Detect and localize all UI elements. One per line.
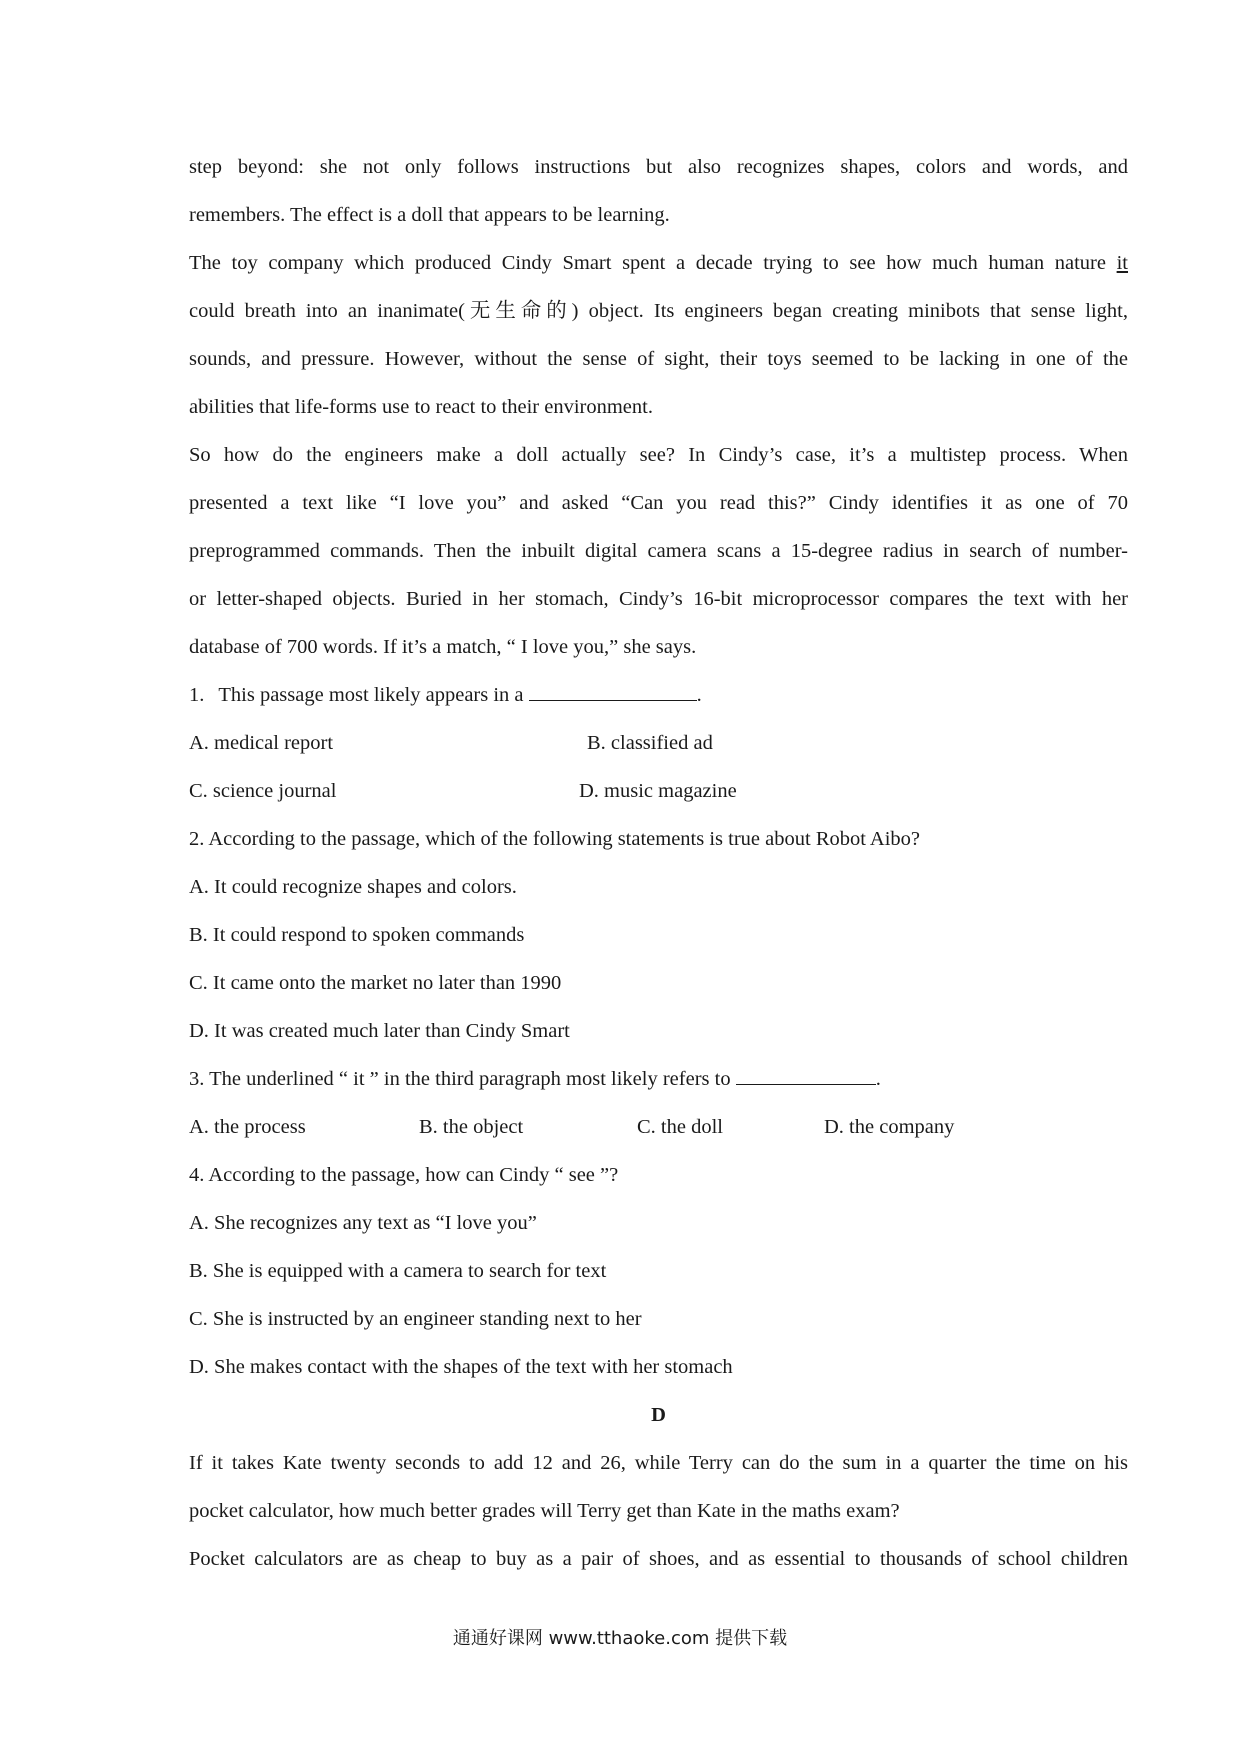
option-a: A. She recognizes any text as “I love you” (189, 1212, 537, 1234)
answer-blank (529, 680, 697, 701)
paragraph-line: could breath into an inanimate(无生命的) object. Its engineers began creating minibots that sense light, (189, 300, 1128, 322)
question-3-options-row (189, 1112, 1128, 1142)
paragraph-line (189, 248, 1128, 278)
question-text: 3. The underlined “ it ” in the third paragraph most likely refers to (189, 1068, 731, 1090)
underlined-word: it (1116, 252, 1129, 274)
option-c: C. She is instructed by an engineer standing next to her (189, 1308, 642, 1330)
question-number: 1. (189, 684, 205, 706)
paragraph-line: So how do the engineers make a doll actually see? In Cindy’s case, it’s a multistep process. When (189, 444, 1128, 466)
paragraph-line: abilities that life-forms use to react to their environment. (189, 396, 653, 418)
paragraph-line: remembers. The effect is a doll that appears to be learning. (189, 204, 670, 226)
question-end: . (875, 1068, 881, 1090)
option-b: B. classified ad (587, 732, 713, 754)
question-1-options-row-1 (189, 728, 1128, 758)
section-heading: D (651, 1404, 666, 1426)
option-a: A. the process (189, 1116, 306, 1138)
option-d: D. She makes contact with the shapes of the text with her stomach (189, 1356, 733, 1378)
paragraph-line: presented a text like “I love you” and asked “Can you read this?” Cindy identifies it as one of 70 (189, 492, 1128, 514)
question-1-options-row-2 (189, 776, 1128, 806)
paragraph-line: preprogrammed commands. Then the inbuilt digital camera scans a 15-degree radius in search of number- (189, 540, 1128, 562)
option-b: B. She is equipped with a camera to search for text (189, 1260, 607, 1282)
question-2-stem: 2. According to the passage, which of the following statements is true about Robot Aibo? (189, 828, 921, 850)
option-a: A. It could recognize shapes and colors. (189, 876, 517, 898)
paragraph-line: Pocket calculators are as cheap to buy as a pair of shoes, and as essential to thousands of school children (189, 1548, 1128, 1570)
paragraph-line: step beyond: she not only follows instructions but also recognizes shapes, colors and words, and (189, 156, 1128, 178)
question-4-stem: 4. According to the passage, how can Cindy “ see ”? (189, 1164, 619, 1186)
option-b: B. It could respond to spoken commands (189, 924, 525, 946)
option-c: C. It came onto the market no later than 1990 (189, 972, 562, 994)
page-footer: 通通好课网 www.tthaoke.com 提供下载 (452, 1628, 788, 1649)
paragraph-line: pocket calculator, how much better grades will Terry get than Kate in the maths exam? (189, 1500, 900, 1522)
paragraph-line: or letter-shaped objects. Buried in her stomach, Cindy’s 16-bit microprocessor compares the text with her (189, 588, 1128, 610)
question-end: . (696, 684, 702, 706)
option-b: B. the object (419, 1116, 524, 1138)
option-d: D. It was created much later than Cindy Smart (189, 1020, 570, 1042)
paragraph-text: The toy company which produced Cindy Smart spent a decade trying to see how much human nature (189, 252, 1106, 274)
option-c: C. science journal (189, 780, 337, 802)
paragraph-line: If it takes Kate twenty seconds to add 12 and 26, while Terry can do the sum in a quarter the time on his (189, 1452, 1128, 1474)
answer-blank (736, 1064, 876, 1085)
paragraph-line: database of 700 words. If it’s a match, “ I love you,” she says. (189, 636, 697, 658)
option-d: D. the company (824, 1116, 955, 1138)
question-3-stem (189, 1064, 1128, 1094)
option-c: C. the doll (637, 1116, 723, 1138)
option-d: D. music magazine (579, 780, 737, 802)
question-1-stem (189, 680, 1128, 710)
question-text: This passage most likely appears in a (218, 684, 524, 706)
option-a: A. medical report (189, 732, 334, 754)
paragraph-line: sounds, and pressure. However, without the sense of sight, their toys seemed to be lacking in one of the (189, 348, 1128, 370)
